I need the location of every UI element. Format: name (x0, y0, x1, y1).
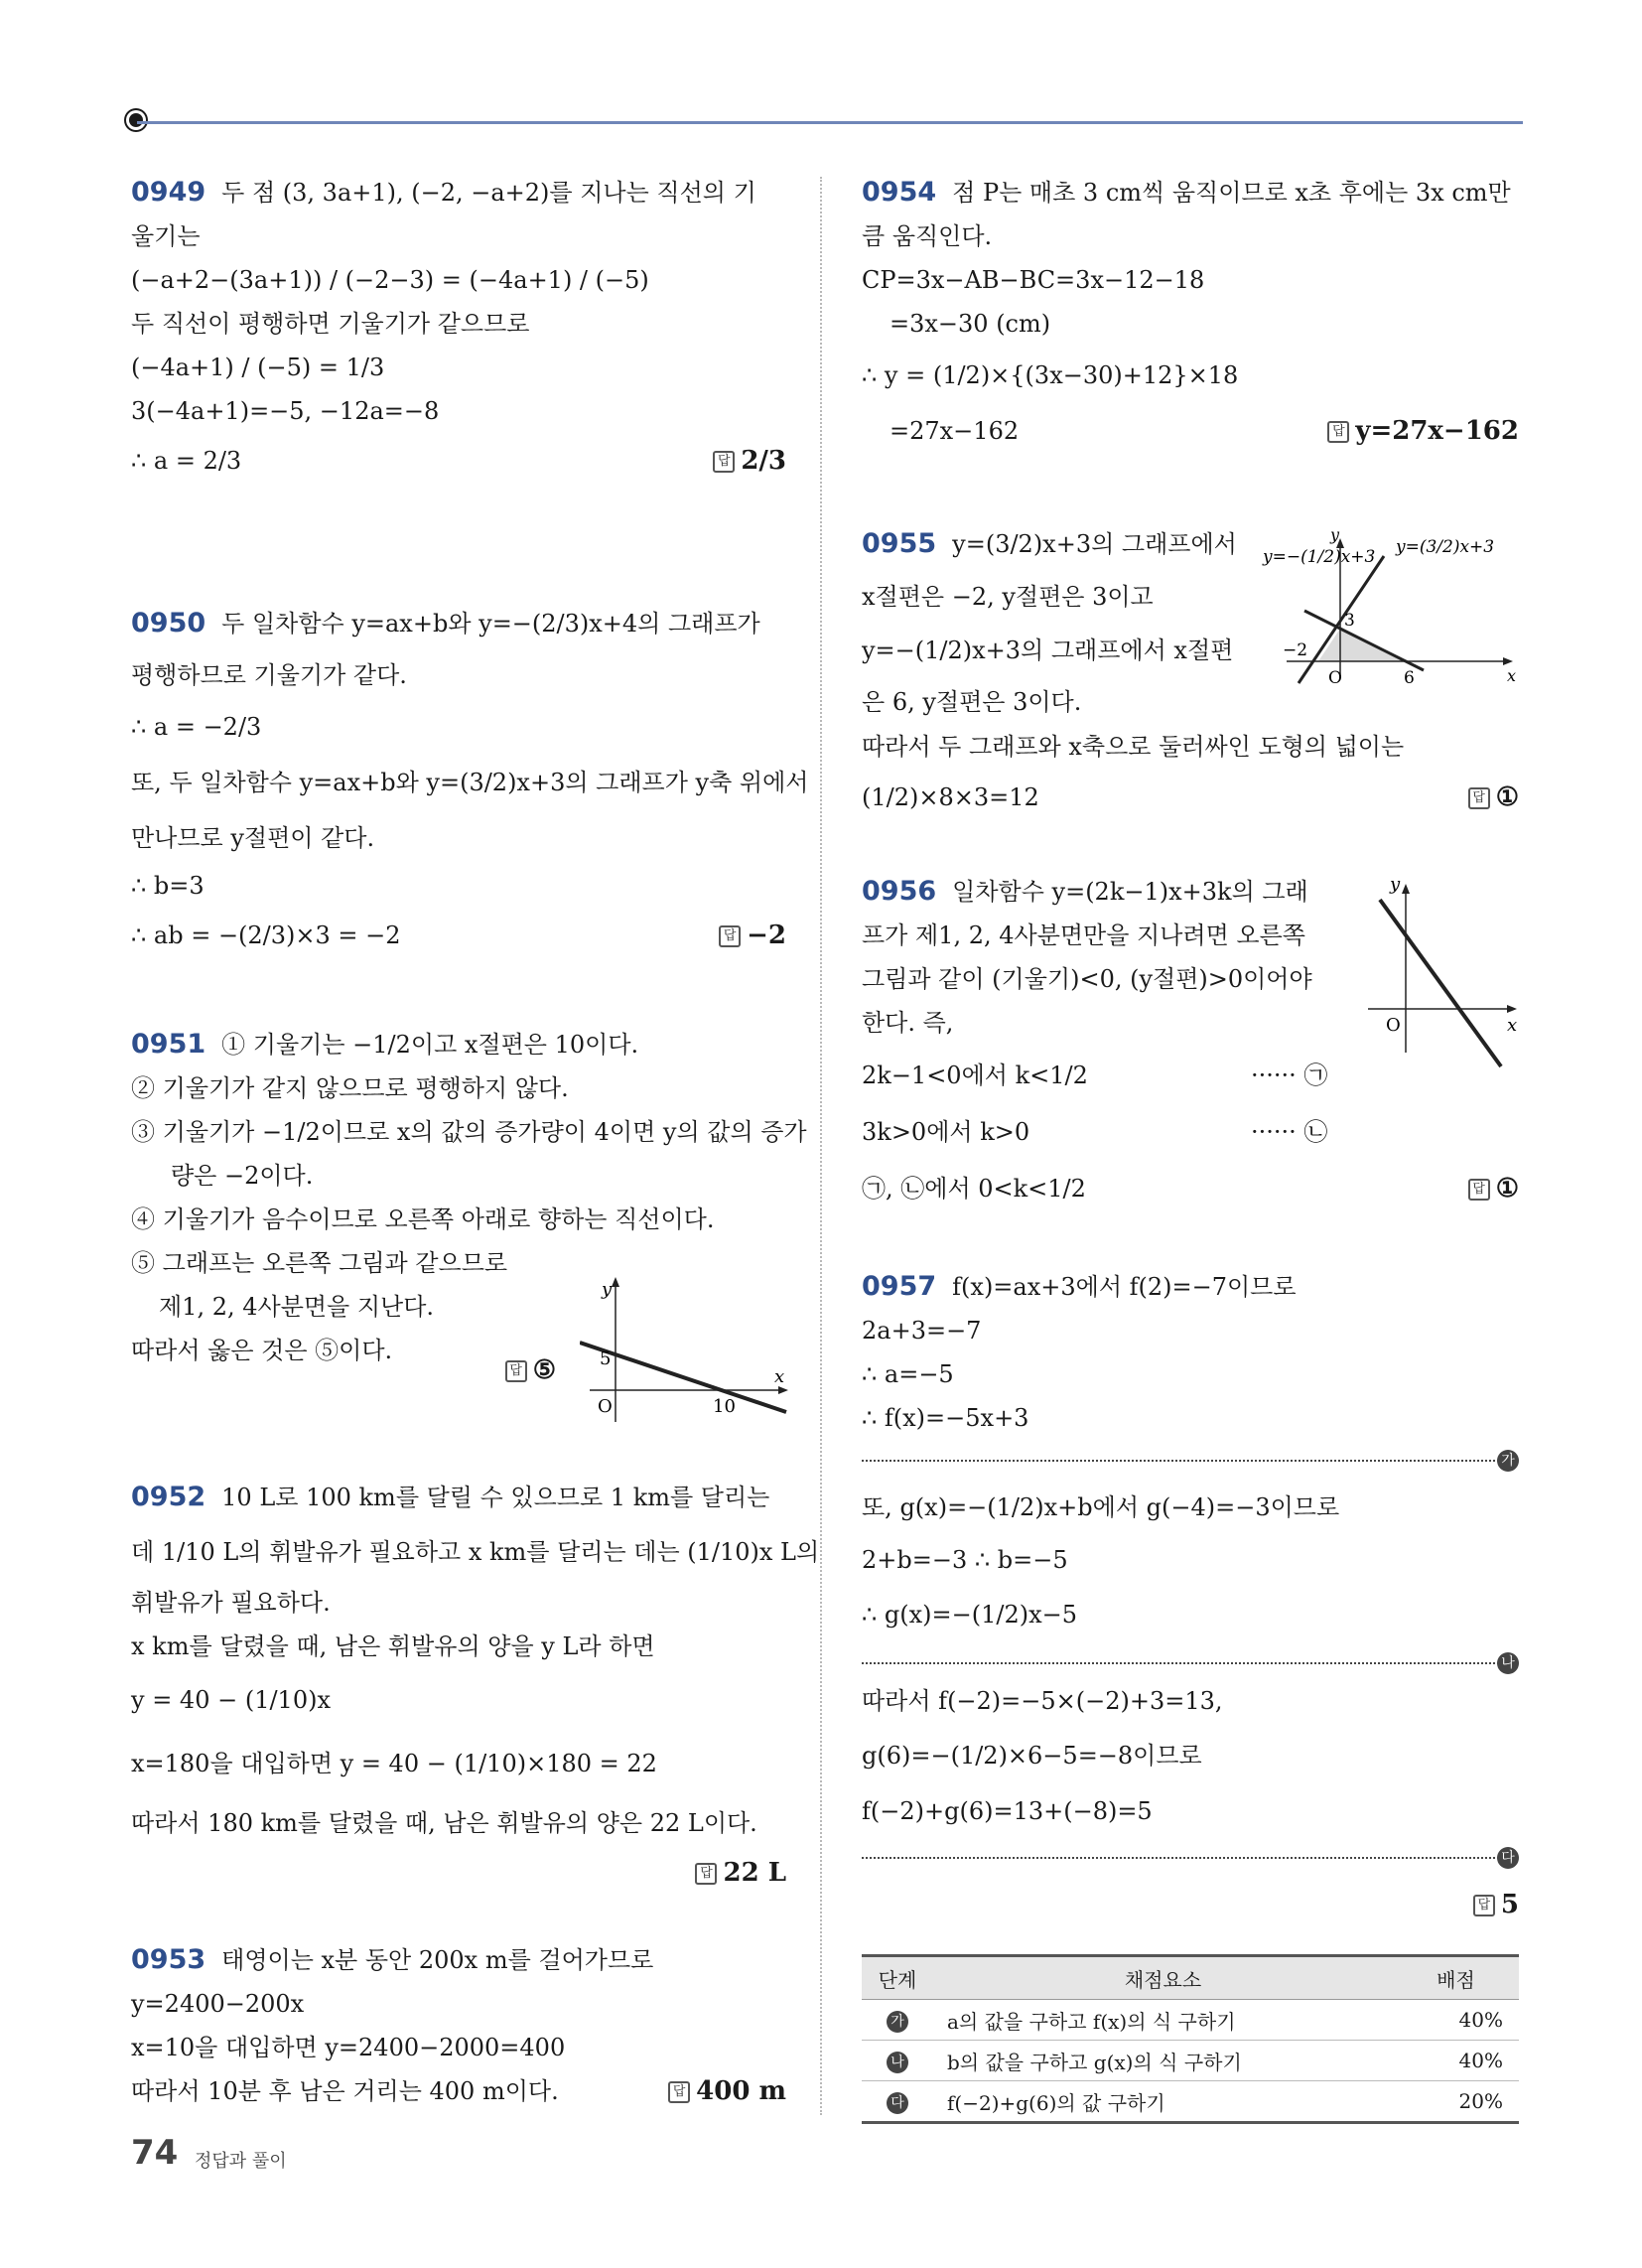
answer-icon: 답 (1468, 787, 1490, 809)
step-separator (862, 1460, 1499, 1462)
graph-0955 (1259, 516, 1519, 685)
text-line: ∴ f(x)=−5x+3 (862, 1404, 1029, 1432)
x-arrow (778, 1386, 788, 1394)
problem-number: 0952 (131, 1482, 206, 1512)
answer-icon: 답 (713, 451, 735, 473)
line1-label: y=−(1/2)x+3 (1263, 547, 1376, 567)
answer-box (1473, 1883, 1519, 1926)
text-line: 10 L로 100 km를 달릴 수 있으므로 1 km를 달리는 (221, 1484, 770, 1511)
scoring-table (862, 1954, 1519, 2124)
line-steep (1299, 556, 1384, 683)
answer-value: ① (1495, 1174, 1519, 1204)
x-intercept-label: 10 (713, 1396, 736, 1417)
header-item: 채점요소 (933, 1956, 1393, 2000)
x-arrow (1507, 1005, 1517, 1013)
problem-number: 0949 (131, 177, 206, 208)
table-cell-points: 20% (1393, 2081, 1519, 2123)
answer-box (1468, 1158, 1519, 1219)
text-line: f(−2)+g(6)=13+(−8)=5 (862, 1797, 1153, 1825)
text-line: 휘발유가 필요하다. (131, 1589, 331, 1617)
graph-0956 (1364, 870, 1523, 1068)
answer-icon: 답 (1468, 1179, 1490, 1201)
header-step: 단계 (862, 1956, 933, 2000)
y-label: y (602, 1279, 613, 1300)
text-line: ㉠, ㉡에서 0<k<1/2 (862, 1175, 1086, 1203)
y-label: y (1330, 525, 1340, 544)
text-line: (−4a+1) / (−5) = 1/3 (131, 354, 385, 381)
problem-0954 (862, 171, 1519, 457)
y-intercept-label: 3 (1344, 611, 1355, 631)
step-marker: 가 (887, 2011, 908, 2033)
text-line: =3x−30 (cm) (889, 310, 1051, 338)
problem-0955 (862, 516, 1519, 826)
answer-value: −2 (747, 921, 786, 950)
problem-0953 (131, 1938, 786, 2113)
text-line: 따라서 두 그래프와 x축으로 둘러싸인 도형의 넓이는 (862, 733, 1405, 761)
answer-value: 2/3 (741, 446, 786, 476)
step-marker: 다 (1497, 1847, 1519, 1869)
answer-box (1468, 769, 1519, 826)
origin-label: O (598, 1396, 613, 1417)
text-line: ∴ a = −2/3 (131, 713, 262, 741)
answer-icon: 답 (668, 2081, 690, 2103)
problem-number: 0954 (862, 177, 937, 208)
problem-0956 (862, 870, 1519, 1219)
text-line: ∴ y = (1/2)×{(3x−30)+12}×18 (862, 361, 1239, 389)
text-line: 태영이는 x분 동안 200x m를 걸어가므로 (221, 1946, 654, 1974)
text-line: 따라서 180 km를 달렸을 때, 남은 휘발유의 양은 22 L이다. (131, 1809, 757, 1837)
text-line: ∴ a=−5 (862, 1360, 954, 1388)
problem-0951 (131, 1023, 807, 1417)
answer-value: ⑤ (532, 1355, 556, 1385)
answer-icon: 답 (719, 925, 741, 947)
text-line: 두 점 (3, 3a+1), (−2, −a+2)를 지나는 직선의 기 (221, 179, 756, 207)
header-rule (137, 121, 1523, 124)
text-line: 따라서 f(−2)=−5×(−2)+3=13, (862, 1687, 1223, 1715)
problem-number: 0950 (131, 608, 206, 638)
text-line: 2k−1<0에서 k<1/2 (862, 1062, 1088, 1089)
answer-value: y=27x−162 (1355, 416, 1519, 446)
mark-label: ······ ㉠ (1251, 1062, 1328, 1089)
text-line: ② 기울기가 같지 않으므로 평행하지 않다. (131, 1074, 569, 1102)
text-line: 점 P는 매초 3 cm씩 움직이므로 x초 후에는 3x cm만 (952, 179, 1511, 207)
x-label: x (774, 1366, 785, 1387)
table-cell-points: 40% (1393, 2041, 1519, 2081)
y-arrow (612, 1277, 619, 1287)
mark-label: ······ ㉡ (1251, 1118, 1328, 1146)
text-line: 따라서 옳은 것은 ⑤이다. (131, 1337, 393, 1364)
step-separator (862, 1662, 1499, 1664)
header-points: 배점 (1393, 1956, 1519, 2000)
problem-number: 0955 (862, 528, 937, 559)
text-line: ∴ ab = −(2/3)×3 = −2 (131, 921, 401, 949)
x-label: x (1507, 1015, 1518, 1036)
text-line: f(x)=ax+3에서 f(2)=−7이므로 (952, 1273, 1297, 1301)
text-line: 프가 제1, 2, 4사분면만을 지나려면 오른쪽 (862, 921, 1305, 949)
text-line: 또, 두 일차함수 y=ax+b와 y=(3/2)x+3의 그래프가 y축 위에서 (131, 769, 809, 796)
table-row (862, 2000, 1519, 2041)
answer-box (695, 1851, 786, 1895)
column-divider (820, 177, 822, 2115)
text-line: (−a+2−(3a+1)) / (−2−3) = (−4a+1) / (−5) (131, 266, 649, 294)
text-line: x km를 달렸을 때, 남은 휘발유의 양을 y L라 하면 (131, 1632, 655, 1660)
step-marker: 나 (1497, 1652, 1519, 1674)
answer-box (1327, 405, 1519, 457)
text-line: 따라서 10분 후 남은 거리는 400 m이다. (131, 2077, 559, 2105)
step-marker: 나 (887, 2052, 908, 2073)
text-line: g(6)=−(1/2)×6−5=−8이므로 (862, 1742, 1202, 1770)
text-line: 일차함수 y=(2k−1)x+3k의 그래 (952, 878, 1308, 906)
table-cell-item: f(−2)+g(6)의 값 구하기 (933, 2081, 1393, 2123)
table-cell-item: b의 값을 구하고 g(x)의 식 구하기 (933, 2041, 1393, 2081)
table-cell-item: a의 값을 구하고 f(x)의 식 구하기 (933, 2000, 1393, 2041)
table-row (862, 2081, 1519, 2123)
x-label: x (1507, 666, 1517, 685)
text-line: 울기는 (131, 222, 201, 250)
graph-line (1380, 900, 1501, 1066)
footer-label: 정답과 풀이 (195, 2151, 287, 2172)
answer-box (713, 433, 786, 489)
text-line: x=180을 대입하면 y = 40 − (1/10)×180 = 22 (131, 1750, 657, 1777)
text-line: 3k>0에서 k>0 (862, 1118, 1030, 1146)
text-line: 두 일차함수 y=ax+b와 y=−(2/3)x+4의 그래프가 (221, 610, 760, 638)
text-line: y=(3/2)x+3의 그래프에서 (952, 530, 1237, 558)
y-intercept-label: 5 (600, 1348, 612, 1369)
text-line: ③ 기울기가 −1/2이므로 x의 값의 증가량이 4이면 y의 값의 증가 (131, 1118, 807, 1146)
text-line: y=−(1/2)x+3의 그래프에서 x절편 (862, 637, 1234, 664)
problem-0957 (862, 1265, 1519, 1919)
answer-value: 400 m (696, 2076, 786, 2106)
text-line: x절편은 −2, y절편은 3이고 (862, 583, 1154, 611)
step-separator (862, 1857, 1499, 1859)
origin-label: O (1386, 1015, 1401, 1036)
graph-0951 (580, 1273, 790, 1432)
page-number: 74 (131, 2133, 179, 2173)
problem-number: 0957 (862, 1271, 937, 1302)
text-line: 만나므로 y절편이 같다. (131, 824, 375, 852)
step-marker: 가 (1497, 1450, 1519, 1472)
x-arrow (1503, 657, 1513, 665)
text-line: 제1, 2, 4사분면을 지난다. (159, 1293, 435, 1321)
problem-0950 (131, 598, 809, 963)
y-label: y (1390, 874, 1401, 895)
text-line: CP=3x−AB−BC=3x−12−18 (862, 266, 1205, 294)
answer-box (668, 2069, 786, 2113)
table-cell-points: 40% (1393, 2000, 1519, 2041)
origin-label: O (1328, 668, 1342, 685)
text-line: y = 40 − (1/10)x (131, 1686, 331, 1714)
answer-icon: 답 (1327, 421, 1349, 443)
text-line: 또, g(x)=−(1/2)x+b에서 g(−4)=−3이므로 (862, 1493, 1340, 1521)
text-line: 한다. 즉, (862, 1009, 954, 1037)
text-line: y=2400−200x (131, 1990, 305, 2018)
text-line: ① 기울기는 −1/2이고 x절편은 10이다. (221, 1031, 639, 1059)
text-line: ⑤ 그래프는 오른쪽 그림과 같으므로 (131, 1249, 508, 1277)
header-bullet (129, 113, 143, 127)
text-line: 은 6, y절편은 3이다. (862, 688, 1082, 716)
line2-label: y=(3/2)x+3 (1396, 537, 1495, 557)
text-line: ∴ g(x)=−(1/2)x−5 (862, 1601, 1078, 1629)
problem-number: 0953 (131, 1944, 206, 1975)
answer-box (505, 1348, 556, 1392)
answer-value: ① (1495, 782, 1519, 812)
table-row (862, 2041, 1519, 2081)
answer-icon: 답 (695, 1863, 717, 1885)
text-line: =27x−162 (889, 417, 1020, 445)
step-marker: 다 (887, 2092, 908, 2114)
text-line: ④ 기울기가 음수이므로 오른쪽 아래로 향하는 직선이다. (131, 1205, 715, 1233)
table-header-row (862, 1956, 1519, 2000)
problem-number: 0956 (862, 876, 937, 907)
text-line: 그림과 같이 (기울기)<0, (y절편)>0이어야 (862, 965, 1312, 993)
y-arrow (1402, 884, 1410, 894)
neg2-label: −2 (1283, 640, 1308, 660)
answer-value: 5 (1500, 1890, 1519, 1919)
text-line: 평행하므로 기울기가 같다. (131, 661, 407, 689)
text-line: ∴ b=3 (131, 872, 205, 900)
text-line: x=10을 대입하면 y=2400−2000=400 (131, 2034, 566, 2061)
six-label: 6 (1404, 668, 1415, 685)
problem-0949 (131, 171, 786, 489)
text-line: 3(−4a+1)=−5, −12a=−8 (131, 397, 440, 425)
text-line: 2a+3=−7 (862, 1317, 982, 1345)
problem-0952 (131, 1472, 820, 1895)
text-line: 두 직선이 평행하면 기울기가 같으므로 (131, 310, 530, 338)
text-line: 2+b=−3 ∴ b=−5 (862, 1546, 1068, 1574)
answer-icon: 답 (1473, 1895, 1495, 1916)
text-line: (1/2)×8×3=12 (862, 783, 1039, 811)
text-line: ∴ a = 2/3 (131, 447, 242, 475)
problem-number: 0951 (131, 1029, 206, 1060)
answer-icon: 답 (505, 1360, 527, 1382)
text-line: 량은 −2이다. (171, 1162, 314, 1190)
text-line: 데 1/10 L의 휘발유가 필요하고 x km를 달리는 데는 (1/10)x L의 (131, 1538, 820, 1566)
text-line: 큼 움직인다. (862, 222, 993, 250)
answer-box (719, 908, 786, 963)
answer-value: 22 L (723, 1858, 786, 1888)
